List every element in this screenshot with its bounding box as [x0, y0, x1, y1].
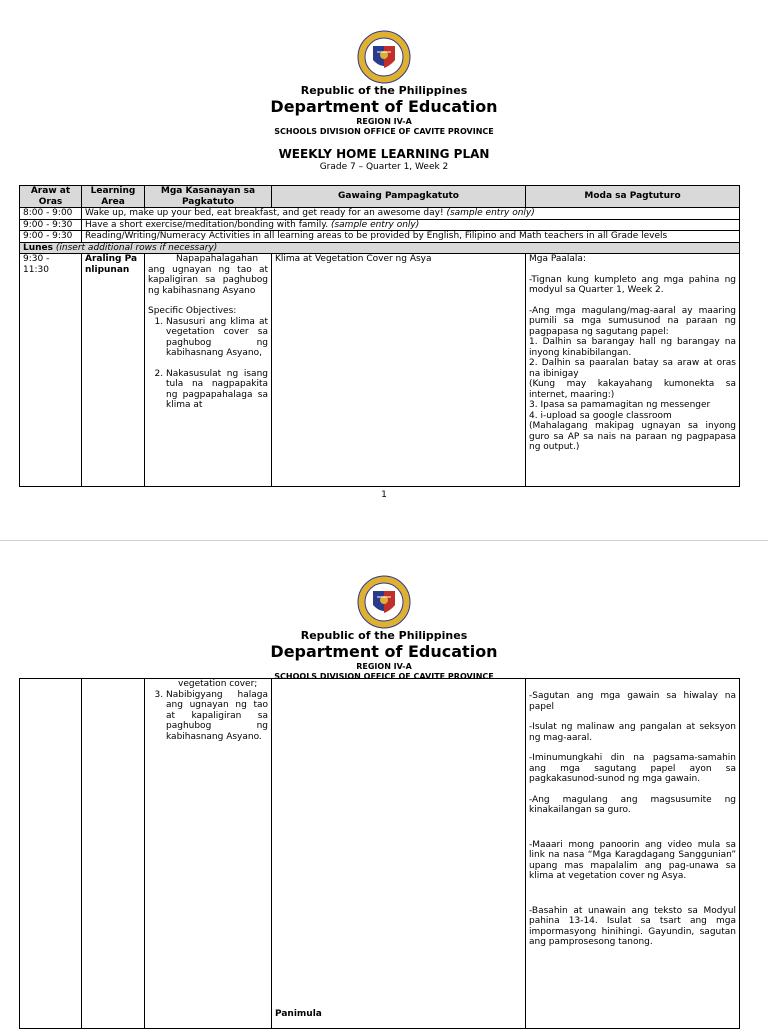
moda-text: -Isulat ng malinaw ang pangalan at seksyon ng mag-aaral.	[529, 722, 736, 743]
learning-plan-table	[19, 185, 740, 487]
moda-text: -Tignan kung kumpleto ang mga pahina ng modyul sa Quarter 1, Week 2.	[529, 274, 736, 295]
division-label: SCHOOLS DIVISION OFFICE OF CAVITE PROVINCE	[274, 127, 494, 136]
page-number: 1	[381, 490, 387, 500]
competency-cell	[145, 679, 272, 1029]
learning-area-cell: Araling Panlipunan	[82, 254, 145, 487]
region-label: REGION IV-A	[356, 117, 412, 126]
moda-list-item: (Kung may kakayahang kumonekta sa internet, maaring:)	[529, 379, 736, 400]
schedule-text: Wake up, make up your bed, eat breakfast, and get ready for an awesome day! (sample entry only)	[82, 208, 740, 220]
schedule-text: Have a short exercise/meditation/bonding with family. (sample entry only)	[82, 219, 740, 231]
time-cell: 9:00 - 9:30	[20, 231, 82, 243]
competency-cell	[145, 254, 272, 487]
schedule-row	[20, 208, 740, 220]
moda-list-item: 2. Dalhin sa paaralan batay sa araw at oras na ibinigay	[529, 358, 736, 379]
moda-text: -Iminumungkahi din na pagsama-samahin ang mga sagutang papel ayon sa pagkakasunod-sunod ng mga gawain.	[529, 753, 736, 784]
moda-text: -Sagutan ang mga gawain sa hiwalay na papel	[529, 691, 736, 712]
moda-list-item: 1. Dalhin sa barangay hall ng barangay na inyong kinabibilangan.	[529, 337, 736, 358]
republic-label: Republic of the Philippines	[300, 84, 468, 97]
region-label: REGION IV-A	[356, 662, 412, 671]
plan-title: WEEKLY HOME LEARNING PLAN	[278, 147, 490, 161]
column-header: Gawaing Pampagkatuto	[272, 186, 526, 208]
column-header: Araw at Oras	[20, 186, 82, 208]
letterhead	[0, 0, 768, 173]
republic-label: Republic of the Philippines	[300, 629, 468, 642]
moda-text: -Ang magulang ang magsusumite ng kinakailangan sa guro.	[529, 794, 736, 815]
moda-cell	[526, 254, 740, 487]
schedule-row	[20, 231, 740, 243]
objective-continuation: vegetation cover;	[178, 679, 258, 689]
competency-text: Napapahalagahan ang ugnayan ng tao at kapaligiran sa paghubog ng kabihasnang Asyano	[148, 254, 268, 296]
objectives-list	[148, 317, 268, 411]
objective-item: 1. Nasusuri ang klima at vegetation cover sa paghubog ng kabihasnang Asyano,	[166, 317, 268, 359]
objectives-label: Specific Objectives:	[148, 306, 237, 316]
moda-text: -Ang mga magulang/mag-aaral ay maaring pumili sa mga sumusunod na paraan ng pagpapasa ng sagutang papel:	[529, 305, 736, 337]
moda-text: -Basahin at unawain ang teksto sa Modyul pahina 13-14. Isulat sa tsart ang mga impormasyong hinihingi. Gayundin, sagutan ang pamprosesong tanong.	[529, 905, 736, 947]
learning-area-cell	[82, 679, 145, 1029]
activity-cell: Klima at Vegetation Cover ng Asya	[272, 254, 526, 487]
column-header: Moda sa Pagtuturo	[526, 186, 740, 208]
division-label: SCHOOLS DIVISION OFFICE OF CAVITE PROVINCE	[274, 672, 494, 681]
table-header-row	[20, 186, 740, 208]
time-cell: 8:00 - 9:00	[20, 208, 82, 220]
time-cell: 9:00 - 9:30	[20, 219, 82, 231]
objective-item: 3. Nabibigyang halaga ang ugnayan ng tao at kapaligiran sa paghubog ng kabihasnang Asyano.	[166, 690, 268, 743]
column-header: Learning Area	[82, 186, 145, 208]
schedule-row	[20, 219, 740, 231]
day-row	[20, 242, 740, 254]
lesson-row-continued	[20, 679, 740, 1029]
activity-cell	[272, 679, 526, 1029]
moda-text: -Maaari mong panoorin ang video mula sa link na nasa “Mga Karagdagang Sanggunian” upang mas mapalalim ang pag-unawa sa klima at vegetation cover ng Asya.	[529, 839, 736, 881]
deped-seal-icon	[357, 575, 411, 629]
moda-list-item: (Mahalagang makipag ugnayan sa inyong guro sa AP sa nais na paraan ng pagpapasa ng output.)	[529, 421, 736, 452]
objective-item: 2. Nakasusulat ng isang tula na nagpapakita ng pagpapahalaga sa klima at	[166, 369, 268, 411]
time-cell: 9:30 - 11:30	[20, 254, 82, 487]
learning-plan-table-continued	[19, 678, 740, 1029]
lesson-row	[20, 254, 740, 487]
moda-text: Mga Paalala:	[529, 254, 586, 264]
moda-cell	[526, 679, 740, 1029]
objectives-list	[148, 690, 268, 743]
moda-list-item: 3. Ipasa sa pamamagitan ng messenger	[529, 400, 711, 410]
deped-seal-icon	[357, 30, 411, 84]
activity-label: Panimula	[275, 1009, 322, 1019]
department-title: Department of Education	[270, 97, 498, 116]
page-2	[0, 540, 768, 1025]
department-title: Department of Education	[270, 642, 498, 661]
schedule-text: Reading/Writing/Numeracy Activities in all learning areas to be provided by English, Filipino and Math teachers in all Grade levels	[82, 231, 740, 243]
day-label: Lunes (insert additional rows if necessary)	[20, 242, 740, 254]
letterhead	[0, 541, 768, 682]
column-header: Mga Kasanayan sa Pagkatuto	[145, 186, 272, 208]
time-cell	[20, 679, 82, 1029]
moda-list-item: 4. i-upload sa google classroom	[529, 410, 672, 421]
plan-subtitle: Grade 7 – Quarter 1, Week 2	[319, 162, 449, 172]
